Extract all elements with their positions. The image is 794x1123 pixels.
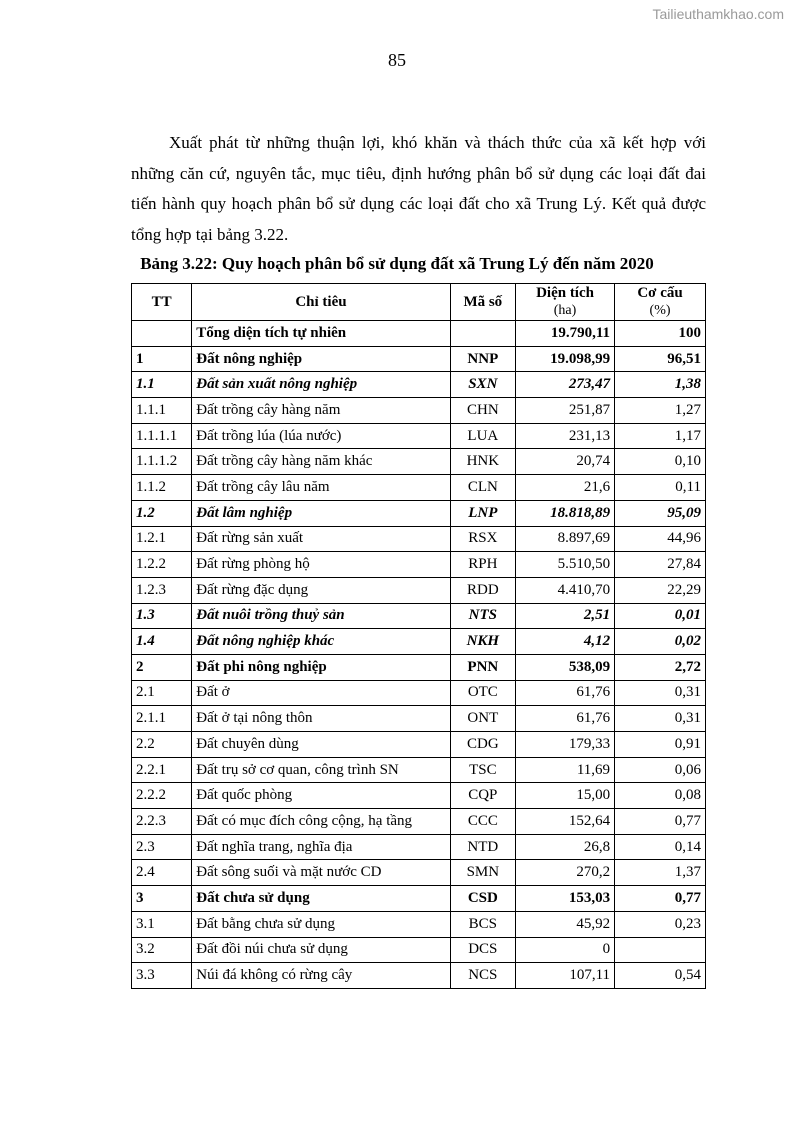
cell-tt: 1.1.1.2 — [132, 449, 192, 475]
cell-name: Đất bằng chưa sử dụng — [192, 911, 450, 937]
cell-name: Đất chưa sử dụng — [192, 886, 450, 912]
cell-name: Đất trồng cây hàng năm khác — [192, 449, 450, 475]
cell-tt: 1.1 — [132, 372, 192, 398]
table-row — [132, 783, 706, 809]
header-area-label: Diện tích — [536, 285, 594, 301]
cell-code: CDG — [450, 732, 515, 758]
cell-code: NNP — [450, 346, 515, 372]
table-row — [132, 398, 706, 424]
cell-name: Đất nuôi trồng thuỷ sản — [192, 603, 450, 629]
cell-name: Đất quốc phòng — [192, 783, 450, 809]
cell-tt: 1.2.2 — [132, 552, 192, 578]
cell-code: NTS — [450, 603, 515, 629]
cell-tt: 1.1.1.1 — [132, 423, 192, 449]
cell-area: 19.790,11 — [516, 321, 615, 347]
cell-code: CHN — [450, 398, 515, 424]
cell-area: 61,76 — [516, 706, 615, 732]
cell-area: 2,51 — [516, 603, 615, 629]
cell-area: 15,00 — [516, 783, 615, 809]
cell-code: HNK — [450, 449, 515, 475]
cell-name: Đất lâm nghiệp — [192, 500, 450, 526]
cell-name: Đất chuyên dùng — [192, 732, 450, 758]
table-row — [132, 603, 706, 629]
cell-tt — [132, 321, 192, 347]
table-header-row — [132, 284, 706, 321]
cell-tt: 3.2 — [132, 937, 192, 963]
cell-tt: 2.4 — [132, 860, 192, 886]
table-row — [132, 680, 706, 706]
table-row — [132, 963, 706, 989]
cell-code: PNN — [450, 654, 515, 680]
cell-tt: 1.4 — [132, 629, 192, 655]
table-row — [132, 834, 706, 860]
cell-name: Đất trồng cây hàng năm — [192, 398, 450, 424]
cell-pct: 1,17 — [615, 423, 706, 449]
cell-pct: 1,37 — [615, 860, 706, 886]
header-area-unit: (ha) — [553, 303, 577, 318]
cell-pct: 1,38 — [615, 372, 706, 398]
cell-code: NTD — [450, 834, 515, 860]
table-row — [132, 577, 706, 603]
cell-code: CCC — [450, 809, 515, 835]
cell-code: LUA — [450, 423, 515, 449]
cell-pct: 0,77 — [615, 809, 706, 835]
header-area — [516, 284, 615, 321]
cell-pct: 0,31 — [615, 706, 706, 732]
cell-code: SMN — [450, 860, 515, 886]
table-row — [132, 526, 706, 552]
cell-tt: 3 — [132, 886, 192, 912]
cell-name: Đất trồng lúa (lúa nước) — [192, 423, 450, 449]
cell-area: 4.410,70 — [516, 577, 615, 603]
cell-code: RDD — [450, 577, 515, 603]
table-row — [132, 757, 706, 783]
cell-code — [450, 321, 515, 347]
cell-area: 0 — [516, 937, 615, 963]
table-row — [132, 423, 706, 449]
table-row — [132, 886, 706, 912]
cell-code: CQP — [450, 783, 515, 809]
cell-code: OTC — [450, 680, 515, 706]
cell-pct: 0,77 — [615, 886, 706, 912]
header-pct-label: Cơ cấu — [637, 285, 683, 301]
cell-name: Núi đá không có rừng cây — [192, 963, 450, 989]
table-row — [132, 732, 706, 758]
cell-name: Đất nông nghiệp — [192, 346, 450, 372]
cell-name: Đất nghĩa trang, nghĩa địa — [192, 834, 450, 860]
table-row — [132, 629, 706, 655]
cell-tt: 1.2.3 — [132, 577, 192, 603]
page-number: 85 — [388, 50, 406, 70]
cell-tt: 1.2.1 — [132, 526, 192, 552]
cell-name: Đất trụ sở cơ quan, công trình SN — [192, 757, 450, 783]
watermark: Tailieuthamkhao.com — [652, 6, 784, 22]
cell-pct: 2,72 — [615, 654, 706, 680]
cell-tt: 2.2.2 — [132, 783, 192, 809]
cell-name: Đất rừng phòng hộ — [192, 552, 450, 578]
cell-code: NCS — [450, 963, 515, 989]
land-use-table — [131, 283, 706, 989]
cell-pct: 0,31 — [615, 680, 706, 706]
cell-name: Đất sông suối và mặt nước CD — [192, 860, 450, 886]
cell-name: Đất rừng sản xuất — [192, 526, 450, 552]
cell-tt: 1.1.1 — [132, 398, 192, 424]
cell-pct: 0,01 — [615, 603, 706, 629]
cell-pct: 95,09 — [615, 500, 706, 526]
cell-code: SXN — [450, 372, 515, 398]
cell-name: Tổng diện tích tự nhiên — [192, 321, 450, 347]
cell-name: Đất có mục đích công cộng, hạ tầng — [192, 809, 450, 835]
table-caption: Bảng 3.22: Quy hoạch phân bổ sử dụng đất xã Trung Lý đến năm 2020 — [140, 254, 654, 273]
table-row — [132, 911, 706, 937]
cell-area: 5.510,50 — [516, 552, 615, 578]
table-row — [132, 372, 706, 398]
table-row — [132, 937, 706, 963]
cell-area: 26,8 — [516, 834, 615, 860]
cell-area: 61,76 — [516, 680, 615, 706]
table-row — [132, 500, 706, 526]
cell-pct: 27,84 — [615, 552, 706, 578]
cell-tt: 3.3 — [132, 963, 192, 989]
cell-name: Đất sản xuất nông nghiệp — [192, 372, 450, 398]
cell-area: 273,47 — [516, 372, 615, 398]
cell-pct: 0,91 — [615, 732, 706, 758]
cell-code: BCS — [450, 911, 515, 937]
cell-tt: 2.1.1 — [132, 706, 192, 732]
cell-tt: 1.1.2 — [132, 475, 192, 501]
table-row — [132, 706, 706, 732]
table-row — [132, 654, 706, 680]
cell-pct — [615, 937, 706, 963]
cell-area: 45,92 — [516, 911, 615, 937]
cell-pct: 1,27 — [615, 398, 706, 424]
cell-code: NKH — [450, 629, 515, 655]
cell-area: 20,74 — [516, 449, 615, 475]
cell-code: CLN — [450, 475, 515, 501]
cell-area: 538,09 — [516, 654, 615, 680]
cell-name: Đất đồi núi chưa sử dụng — [192, 937, 450, 963]
table-row — [132, 552, 706, 578]
cell-area: 11,69 — [516, 757, 615, 783]
cell-area: 21,6 — [516, 475, 615, 501]
body-paragraph: Xuất phát từ những thuận lợi, khó khăn và thách thức của xã kết hợp với những căn cứ, nguyên tắc, mục tiêu, định hướng phân bổ sử dụng các loại đất đai tiến hành quy hoạch phân bổ sử dụng các loại đất cho xã Trung Lý. Kết quả được tổng hợp tại bảng 3.22. — [131, 133, 706, 244]
cell-area: 153,03 — [516, 886, 615, 912]
cell-area: 179,33 — [516, 732, 615, 758]
cell-area: 18.818,89 — [516, 500, 615, 526]
cell-name: Đất ở — [192, 680, 450, 706]
cell-name: Đất rừng đặc dụng — [192, 577, 450, 603]
table-row — [132, 860, 706, 886]
cell-pct: 96,51 — [615, 346, 706, 372]
cell-pct: 44,96 — [615, 526, 706, 552]
cell-code: TSC — [450, 757, 515, 783]
cell-area: 4,12 — [516, 629, 615, 655]
cell-pct: 0,10 — [615, 449, 706, 475]
cell-pct: 0,14 — [615, 834, 706, 860]
header-tt: TT — [132, 284, 192, 321]
cell-code: RPH — [450, 552, 515, 578]
cell-tt: 2.2 — [132, 732, 192, 758]
table-row — [132, 449, 706, 475]
cell-code: ONT — [450, 706, 515, 732]
cell-area: 107,11 — [516, 963, 615, 989]
cell-area: 152,64 — [516, 809, 615, 835]
cell-pct: 0,11 — [615, 475, 706, 501]
cell-pct: 0,08 — [615, 783, 706, 809]
header-code: Mã số — [450, 284, 515, 321]
cell-code: RSX — [450, 526, 515, 552]
table-row — [132, 475, 706, 501]
cell-tt: 1.2 — [132, 500, 192, 526]
cell-tt: 2 — [132, 654, 192, 680]
cell-pct: 0,02 — [615, 629, 706, 655]
cell-name: Đất ở tại nông thôn — [192, 706, 450, 732]
cell-pct: 0,54 — [615, 963, 706, 989]
cell-pct: 22,29 — [615, 577, 706, 603]
table-row — [132, 321, 706, 347]
cell-area: 251,87 — [516, 398, 615, 424]
table-row — [132, 809, 706, 835]
table-body — [132, 321, 706, 989]
cell-pct: 0,23 — [615, 911, 706, 937]
header-name: Chỉ tiêu — [192, 284, 450, 321]
cell-code: DCS — [450, 937, 515, 963]
cell-tt: 1.3 — [132, 603, 192, 629]
cell-tt: 2.2.1 — [132, 757, 192, 783]
cell-area: 8.897,69 — [516, 526, 615, 552]
cell-code: CSD — [450, 886, 515, 912]
header-pct — [615, 284, 706, 321]
cell-pct: 100 — [615, 321, 706, 347]
header-pct-unit: (%) — [649, 303, 671, 318]
cell-tt: 3.1 — [132, 911, 192, 937]
cell-code: LNP — [450, 500, 515, 526]
cell-pct: 0,06 — [615, 757, 706, 783]
cell-name: Đất phi nông nghiệp — [192, 654, 450, 680]
cell-tt: 2.3 — [132, 834, 192, 860]
cell-tt: 2.2.3 — [132, 809, 192, 835]
cell-tt: 1 — [132, 346, 192, 372]
cell-area: 270,2 — [516, 860, 615, 886]
cell-area: 19.098,99 — [516, 346, 615, 372]
cell-name: Đất trồng cây lâu năm — [192, 475, 450, 501]
cell-name: Đất nông nghiệp khác — [192, 629, 450, 655]
cell-area: 231,13 — [516, 423, 615, 449]
cell-tt: 2.1 — [132, 680, 192, 706]
table-row — [132, 346, 706, 372]
